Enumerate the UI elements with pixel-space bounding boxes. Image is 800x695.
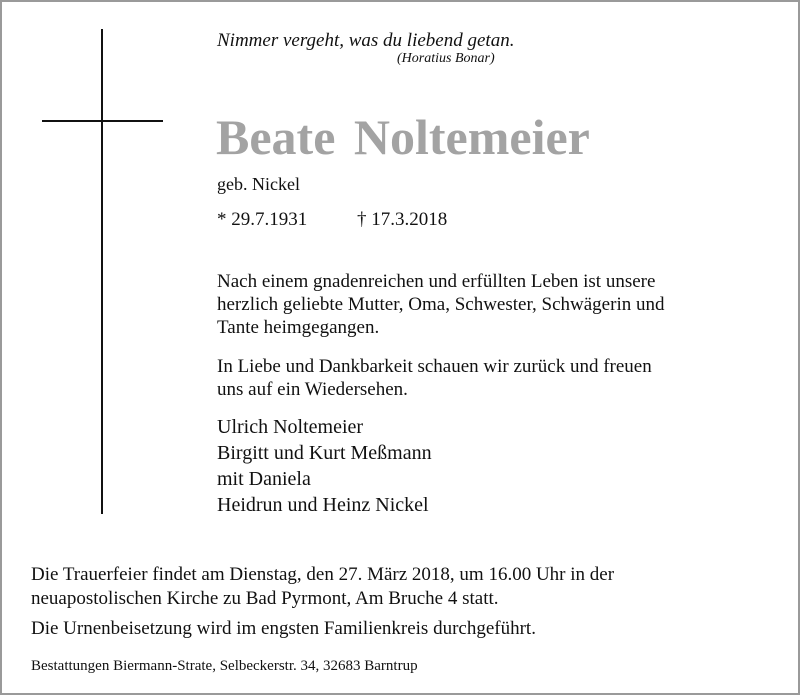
mourner-name: Ulrich Noltemeier: [217, 416, 364, 438]
obituary-paragraph-2: [217, 355, 757, 401]
death-date: † 17.3.2018: [357, 209, 448, 230]
funeral-line: Die Trauerfeier findet am Dienstag, den 27. März 2018, um 16.00 Uhr in der: [31, 564, 615, 585]
deceased-name: Beate Noltemeier: [216, 109, 590, 165]
obituary-paragraph-1: [217, 270, 757, 339]
birth-date: * 29.7.1931: [217, 209, 308, 230]
paragraph-line: herzlich geliebte Mutter, Oma, Schwester, Schwägerin und: [217, 294, 665, 315]
funeral-line: neuapostolischen Kirche zu Bad Pyrmont, Am Bruche 4 statt.: [31, 588, 499, 609]
funeral-announcement: [31, 563, 614, 611]
mourner-name: Birgitt und Kurt Meßmann: [217, 442, 432, 464]
mourners-list: [217, 414, 432, 518]
paragraph-line: Tante heimgegangen.: [217, 317, 380, 338]
quote-text: Nimmer vergeht, was du liebend getan.: [217, 30, 515, 51]
mourner-name: mit Daniela: [217, 468, 311, 490]
urn-burial-note: Die Urnenbeisetzung wird im engsten Familienkreis durchgeführt.: [31, 618, 536, 639]
quote-author: (Horatius Bonar): [397, 51, 495, 66]
cross-vertical-bar: [101, 29, 103, 514]
paragraph-line: uns auf ein Wiedersehen.: [217, 379, 408, 400]
undertaker-info: Bestattungen Biermann-Strate, Selbeckerstr. 34, 32683 Barntrup: [31, 658, 418, 674]
paragraph-line: In Liebe und Dankbarkeit schauen wir zurück und freuen: [217, 356, 652, 377]
paragraph-line: Nach einem gnadenreichen und erfüllten Leben ist unsere: [217, 271, 656, 292]
birth-name: geb. Nickel: [217, 174, 300, 194]
mourner-name: Heidrun und Heinz Nickel: [217, 494, 429, 516]
life-dates: [217, 208, 448, 232]
cross-horizontal-bar: [42, 120, 163, 122]
